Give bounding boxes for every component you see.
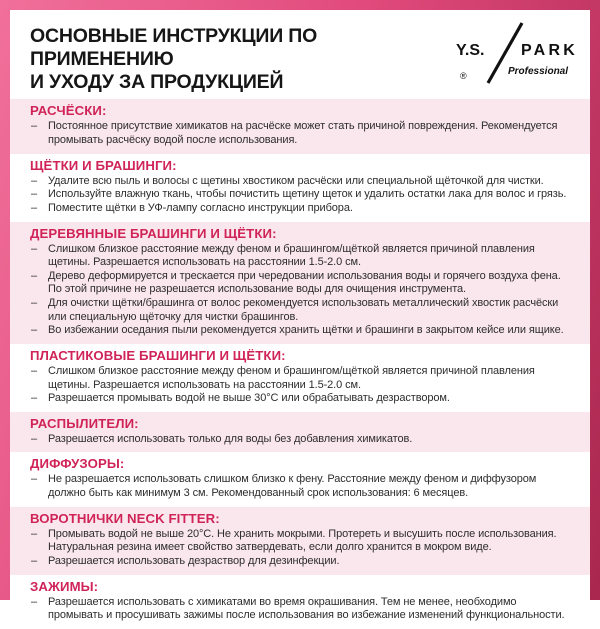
bullet-text: Разрешается использовать только для воды без добавления химикатов. <box>48 432 413 445</box>
instruction-section <box>10 222 590 344</box>
instruction-section <box>10 154 590 222</box>
logo-subtitle: Professional <box>508 66 569 77</box>
instruction-section <box>10 99 590 153</box>
bullet-text: Постоянное присутствие химикатов на расчёске может стать причиной повреждения. Рекомендуется промывать расчёску водой после использования. <box>48 120 558 147</box>
bullet-list <box>30 243 574 338</box>
bullet-list <box>30 175 574 216</box>
dash-marker: – <box>31 174 38 187</box>
logo-brand-right: PARK <box>521 42 578 59</box>
dash-marker: – <box>31 595 38 608</box>
bullet-text: Не разрешается использовать слишком близко к фену. Расстояние между феном и диффузором должно быть как минимум 3 см. Рекомендованный срок использования: 6 месяцев. <box>48 473 537 500</box>
bullet-item <box>30 120 574 147</box>
section-heading: РАСЧЁСКИ: <box>30 103 107 119</box>
ys-park-logo <box>438 27 578 83</box>
bullet-item <box>30 297 574 324</box>
bullet-list <box>30 120 574 147</box>
section-heading: РАСПЫЛИТЕЛИ: <box>30 415 139 431</box>
section-heading: ДИФФУЗОРЫ: <box>30 456 125 472</box>
bullet-item <box>30 392 574 406</box>
header <box>10 10 590 99</box>
bullet-text: Дерево деформируется и трескается при чередовании использования воды и горячего воздуха фена. По этой причине не разрешается использование воды для очищения инструмента. <box>48 269 561 296</box>
bullet-text: Удалите всю пыль и волосы с щетины хвостиком расчёски или специальной щёточкой для чистки. <box>48 174 544 187</box>
bullet-item <box>30 202 574 216</box>
bullet-text: Во избежании оседания пыли рекомендуется хранить щётки и брашинги в закрытом кейсе или ящике. <box>48 324 564 337</box>
bullet-item <box>30 324 574 338</box>
bullet-item <box>30 175 574 189</box>
bullet-text: Промывать водой не выше 20°C. Не хранить мокрыми. Протереть и высушить после использования. Натуральная резина имеет свойство затвердевать, если долго хранится в мокром виде. <box>48 527 557 554</box>
dash-marker: – <box>31 432 38 445</box>
bullet-text: Разрешается использовать с химикатами во время окрашивания. Тем не менее, необходимо промывать и просушивать зажимы после использования во избежание изменений функциональности. <box>48 595 565 622</box>
section-heading: ЗАЖИМЫ: <box>30 578 99 594</box>
dash-marker: – <box>31 269 38 282</box>
document-inner <box>10 10 590 622</box>
bullet-item <box>30 365 574 392</box>
bullet-item <box>30 243 574 270</box>
dash-marker: – <box>31 188 38 201</box>
bullet-item <box>30 528 574 555</box>
bullet-item <box>30 433 574 447</box>
registered-trademark-icon: ® <box>460 71 467 81</box>
bullet-text: Для очистки щётки/брашинга от волос рекомендуется использовать металлический хвостик расчёски или специальную щёточку для чистки брашингов. <box>48 297 559 323</box>
instruction-section <box>10 507 590 575</box>
instruction-section <box>10 412 590 453</box>
dash-marker: – <box>31 527 38 540</box>
ys-park-logo-graphic <box>438 27 578 83</box>
dash-marker: – <box>31 201 38 214</box>
dash-marker: – <box>31 324 38 337</box>
bullet-text: Разрешается использовать дезраствор для дезинфекции. <box>48 554 340 567</box>
instruction-section <box>10 344 590 412</box>
title-line-1: ОСНОВНЫЕ ИНСТРУКЦИИ ПО ПРИМЕНЕНИЮ <box>30 25 318 70</box>
title-line-2: И УХОДУ ЗА ПРОДУКЦИЕЙ <box>30 70 284 93</box>
bullet-item <box>30 473 574 500</box>
dash-marker: – <box>31 297 38 310</box>
bullet-item <box>30 270 574 297</box>
bullet-list <box>30 433 574 447</box>
dash-marker: – <box>31 242 38 255</box>
bullet-item <box>30 188 574 202</box>
bullet-text: Разрешается промывать водой не выше 30°C или обрабатывать дезраствором. <box>48 392 450 405</box>
section-heading: ДЕРЕВЯННЫЕ БРАШИНГИ И ЩЁТКИ: <box>30 225 277 241</box>
dash-marker: – <box>31 120 38 133</box>
bullet-list <box>30 528 574 569</box>
bullet-text: Слишком близкое расстояние между феном и брашингом/щёткой является причиной плавления щетины. Разрешается использовать на расстоянии 1.5-2.0 см. <box>48 364 535 391</box>
dash-marker: – <box>31 554 38 567</box>
dash-marker: – <box>31 364 38 377</box>
section-heading: ВОРОТНИЧКИ NECK FITTER: <box>30 510 220 526</box>
dash-marker: – <box>31 392 38 405</box>
bullet-list <box>30 473 574 500</box>
dash-marker: – <box>31 473 38 486</box>
instruction-section <box>10 452 590 506</box>
section-heading: ЩЁТКИ И БРАШИНГИ: <box>30 157 177 173</box>
sections-list <box>10 99 590 628</box>
bullet-list <box>30 596 574 623</box>
page-title <box>30 25 438 93</box>
bullet-text: Поместите щётки в УФ-лампу согласно инструкции прибора. <box>48 201 353 214</box>
instruction-section <box>10 575 590 629</box>
bullet-item <box>30 596 574 623</box>
bullet-list <box>30 365 574 406</box>
section-heading: ПЛАСТИКОВЫЕ БРАШИНГИ И ЩЁТКИ: <box>30 347 286 363</box>
bullet-text: Используйте влажную ткань, чтобы почистить щетину щеток и удалить остатки лака для волос и грязь. <box>48 188 567 201</box>
bullet-text: Слишком близкое расстояние между феном и брашингом/щёткой является причиной плавления щетины. Разрешается использовать на расстоянии 1.5-2.0 см. <box>48 242 535 269</box>
logo-brand-left: Y.S. <box>456 42 485 59</box>
bullet-item <box>30 555 574 569</box>
